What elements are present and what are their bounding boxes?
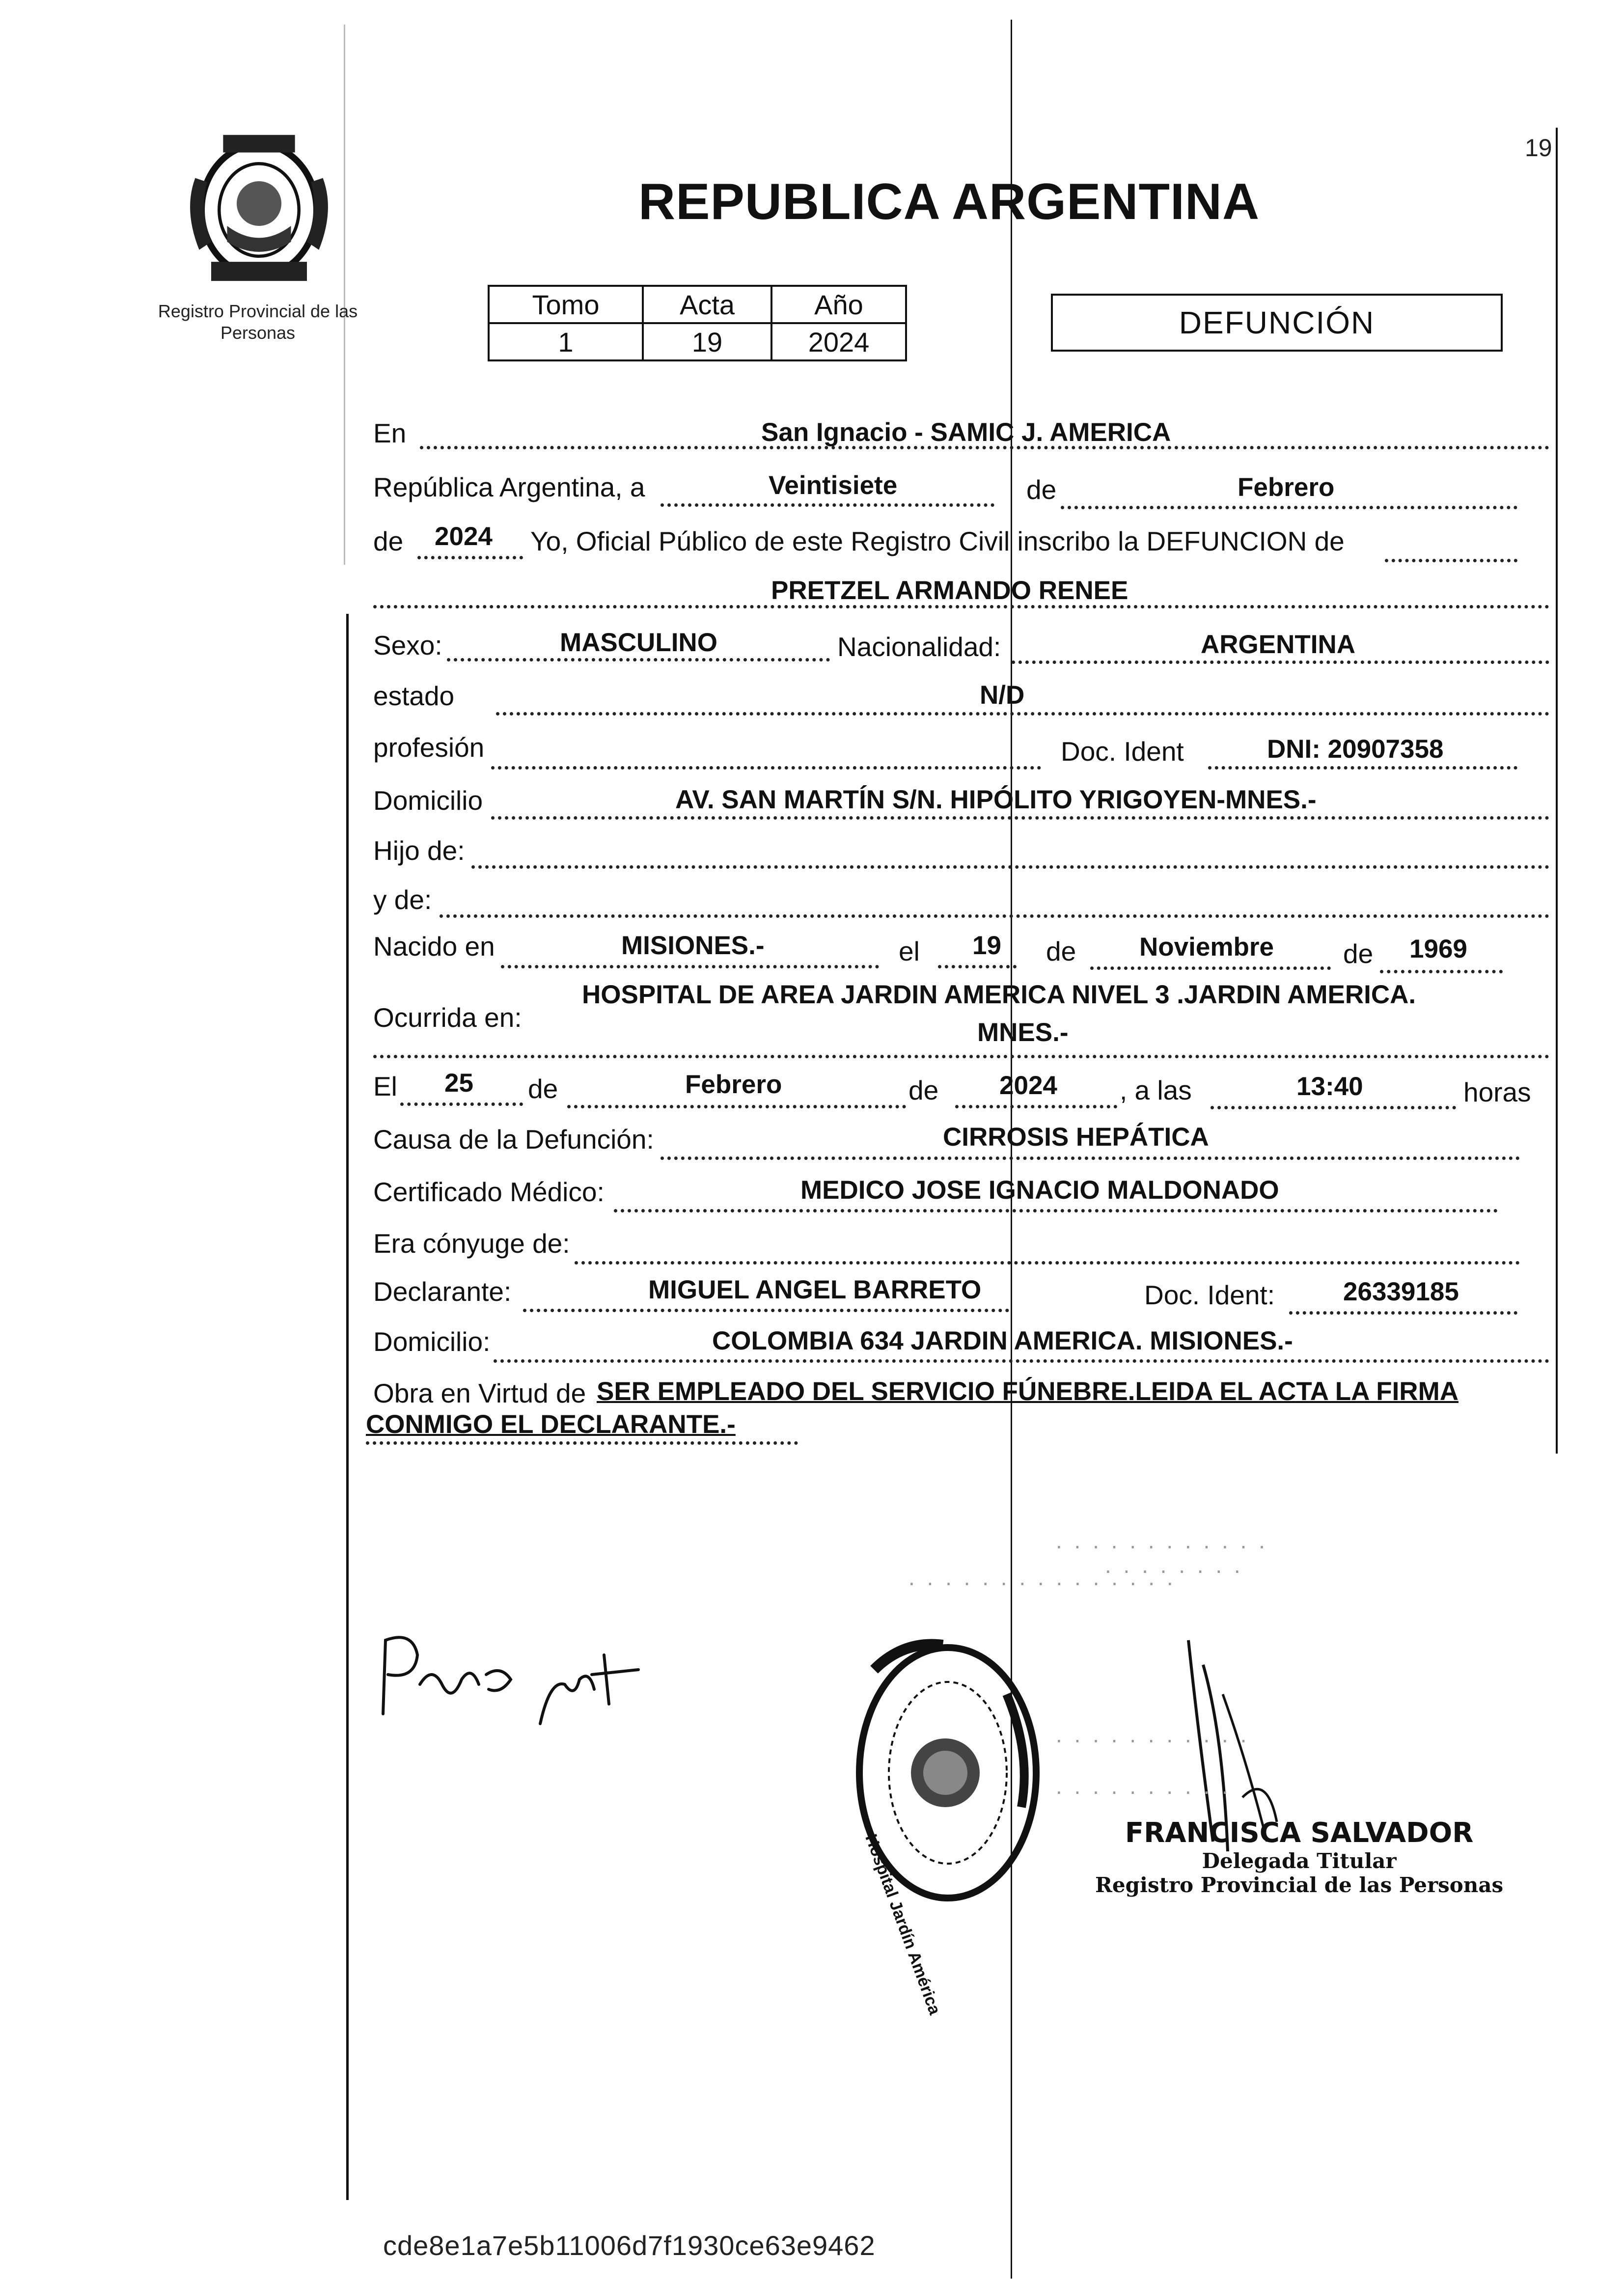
label-ocurrida-en: Ocurrida en: bbox=[373, 1002, 522, 1033]
ghost-text: . . . . . . . . . . . . . . . bbox=[908, 1565, 1176, 1590]
dotted-line bbox=[614, 1209, 1498, 1212]
value-nacido-en: MISIONES.- bbox=[621, 931, 765, 960]
misiones-crest-icon bbox=[179, 130, 339, 290]
header-anio: Año bbox=[771, 286, 906, 323]
dotted-line bbox=[373, 1055, 1549, 1058]
dotted-line bbox=[491, 766, 1041, 770]
value-obra-1: SER EMPLEADO DEL SERVICIO FÚNEBRE.LEIDA EL ACTA LA FIRMA bbox=[597, 1377, 1459, 1406]
value-nac-anio: 1969 bbox=[1409, 935, 1467, 963]
ghost-text: . . . . . . . . bbox=[1105, 1552, 1243, 1578]
label-conyuge: Era cónyuge de: bbox=[373, 1228, 570, 1259]
dotted-line bbox=[1211, 1106, 1456, 1109]
dotted-line bbox=[501, 965, 879, 968]
label-obra: Obra en Virtud de bbox=[373, 1378, 586, 1408]
page-number: 19 bbox=[1525, 134, 1552, 162]
value-nac-dia: 19 bbox=[972, 931, 1001, 960]
label-a-las: , a las bbox=[1120, 1075, 1192, 1105]
dotted-line bbox=[366, 1441, 798, 1445]
label-profesion: profesión bbox=[373, 732, 485, 763]
signatory-name: FRANCISCA SALVADOR bbox=[1125, 1817, 1474, 1849]
dotted-line bbox=[496, 712, 1549, 715]
label-causa: Causa de la Defunción: bbox=[373, 1124, 654, 1155]
label-el: el bbox=[899, 936, 920, 966]
dotted-line bbox=[417, 556, 523, 559]
label-domicilio-2: Domicilio: bbox=[373, 1326, 491, 1357]
label-declarante: Declarante: bbox=[373, 1276, 512, 1307]
header-acta: Acta bbox=[643, 286, 771, 323]
value-obra-2: CONMIGO EL DECLARANTE.- bbox=[366, 1410, 736, 1439]
dotted-line bbox=[661, 1156, 1520, 1160]
label-sexo: Sexo: bbox=[373, 630, 442, 660]
left-margin-line bbox=[346, 614, 349, 2200]
dotted-line bbox=[440, 914, 1549, 918]
issuer-label: Registro Provincial de las Personas bbox=[158, 301, 358, 343]
dotted-line bbox=[567, 1105, 906, 1108]
value-decl-domicilio: COLOMBIA 634 JARDIN AMERICA. MISIONES.- bbox=[712, 1326, 1293, 1355]
label-doc-ident: Doc. Ident bbox=[1061, 736, 1184, 767]
value-tomo: 1 bbox=[489, 323, 643, 360]
label-de-2: de bbox=[373, 526, 404, 556]
label-el-fecha: El bbox=[373, 1071, 397, 1101]
value-def-hora: 13:40 bbox=[1296, 1072, 1363, 1101]
dotted-line bbox=[447, 658, 830, 661]
ghost-text: . . . . . . . . . . . bbox=[1056, 1722, 1250, 1747]
signatory-role: Delegada Titular bbox=[1202, 1849, 1397, 1873]
document-hash: cde8e1a7e5b11006d7f1930ce63e9462 bbox=[383, 2230, 876, 2261]
label-horas: horas bbox=[1463, 1077, 1531, 1107]
value-def-anio: 2024 bbox=[999, 1071, 1057, 1100]
value-mes: Febrero bbox=[1238, 473, 1335, 502]
label-nacido-en: Nacido en bbox=[373, 931, 495, 962]
value-causa: CIRROSIS HEPÁTICA bbox=[943, 1123, 1209, 1152]
label-de-nac-mes: de bbox=[1046, 936, 1076, 966]
value-estado: N/D bbox=[980, 681, 1025, 710]
declarant-signature-icon bbox=[373, 1625, 668, 1734]
dotted-line bbox=[400, 1102, 523, 1106]
value-certificado: MEDICO JOSE IGNACIO MALDONADO bbox=[800, 1176, 1279, 1205]
dotted-line bbox=[494, 1359, 1549, 1363]
value-fallecido: PRETZEL ARMANDO RENEE bbox=[771, 576, 1129, 605]
value-def-dia: 25 bbox=[444, 1069, 473, 1098]
label-de: de bbox=[1026, 474, 1057, 505]
value-doc: DNI: 20907358 bbox=[1267, 735, 1444, 764]
dotted-line bbox=[1289, 1311, 1517, 1315]
value-acta: 19 bbox=[643, 323, 771, 360]
dotted-line bbox=[373, 605, 1549, 608]
label-certificado: Certificado Médico: bbox=[373, 1177, 605, 1207]
value-anio: 2024 bbox=[771, 323, 906, 360]
value-def-mes: Febrero bbox=[685, 1070, 782, 1099]
value-decl-doc: 26339185 bbox=[1343, 1277, 1459, 1306]
record-type-box: DEFUNCIÓN bbox=[1051, 294, 1503, 352]
label-doc-ident-2: Doc. Ident: bbox=[1144, 1280, 1275, 1310]
value-lugar: San Ignacio - SAMIC J. AMERICA bbox=[761, 418, 1171, 447]
ghost-text: . . . . . . . . . . . . bbox=[1056, 1528, 1268, 1553]
dotted-line bbox=[523, 1309, 1009, 1312]
table-row bbox=[489, 286, 906, 323]
label-de-nac-anio: de bbox=[1343, 938, 1374, 969]
dotted-line bbox=[1012, 660, 1549, 664]
label-republica: República Argentina, a bbox=[373, 472, 645, 502]
header-tomo: Tomo bbox=[489, 286, 643, 323]
value-ocurrida-2: MNES.- bbox=[977, 1018, 1069, 1047]
label-hijo-de: Hijo de: bbox=[373, 835, 465, 866]
signatory-block bbox=[1095, 1817, 1503, 1897]
label-yo: Yo, Oficial Público de este Registro Civil inscribo la DEFUNCION de bbox=[530, 526, 1345, 556]
dotted-line bbox=[1061, 506, 1517, 509]
right-margin-line bbox=[1556, 128, 1558, 1454]
label-en: En bbox=[373, 418, 407, 448]
dotted-line bbox=[955, 1105, 1117, 1108]
dotted-line bbox=[471, 865, 1549, 869]
label-domicilio: Domicilio bbox=[373, 785, 483, 816]
signatory-office: Registro Provincial de las Personas bbox=[1095, 1873, 1504, 1897]
label-estado: estado bbox=[373, 681, 455, 711]
value-nac-mes: Noviembre bbox=[1139, 933, 1274, 962]
dotted-line bbox=[661, 503, 994, 507]
value-domicilio: AV. SAN MARTÍN S/N. HIPÓLITO YRIGOYEN-MNES.- bbox=[675, 785, 1317, 814]
value-sexo: MASCULINO bbox=[560, 628, 717, 657]
dotted-line bbox=[575, 1261, 1520, 1265]
table-row bbox=[489, 323, 906, 360]
ghost-text: . . . . . . . . . . bbox=[1056, 1773, 1231, 1799]
value-anio: 2024 bbox=[435, 522, 493, 551]
dotted-line bbox=[1380, 970, 1503, 973]
label-nacionalidad: Nacionalidad: bbox=[837, 632, 1001, 662]
dotted-line bbox=[1090, 966, 1331, 970]
registry-table bbox=[488, 285, 907, 361]
left-margin-line-top bbox=[344, 25, 345, 565]
label-de-def-mes: de bbox=[528, 1073, 558, 1104]
dotted-line bbox=[1208, 766, 1517, 770]
label-de-def-anio: de bbox=[908, 1075, 939, 1105]
value-ocurrida-1: HOSPITAL DE AREA JARDIN AMERICA NIVEL 3 .JARDIN AMERICA. bbox=[582, 980, 1416, 1009]
dotted-line bbox=[1385, 559, 1517, 562]
hospital-stamp-text: Hospital Jardín América bbox=[861, 1832, 944, 2017]
label-y-de: y de: bbox=[373, 884, 432, 915]
document-title: REPUBLICA ARGENTINA bbox=[638, 173, 1260, 230]
dotted-line bbox=[938, 965, 1017, 968]
value-nacionalidad: ARGENTINA bbox=[1201, 630, 1356, 659]
dotted-line bbox=[491, 816, 1549, 820]
value-declarante: MIGUEL ANGEL BARRETO bbox=[648, 1275, 982, 1304]
value-dia-letras: Veintisiete bbox=[769, 471, 898, 500]
